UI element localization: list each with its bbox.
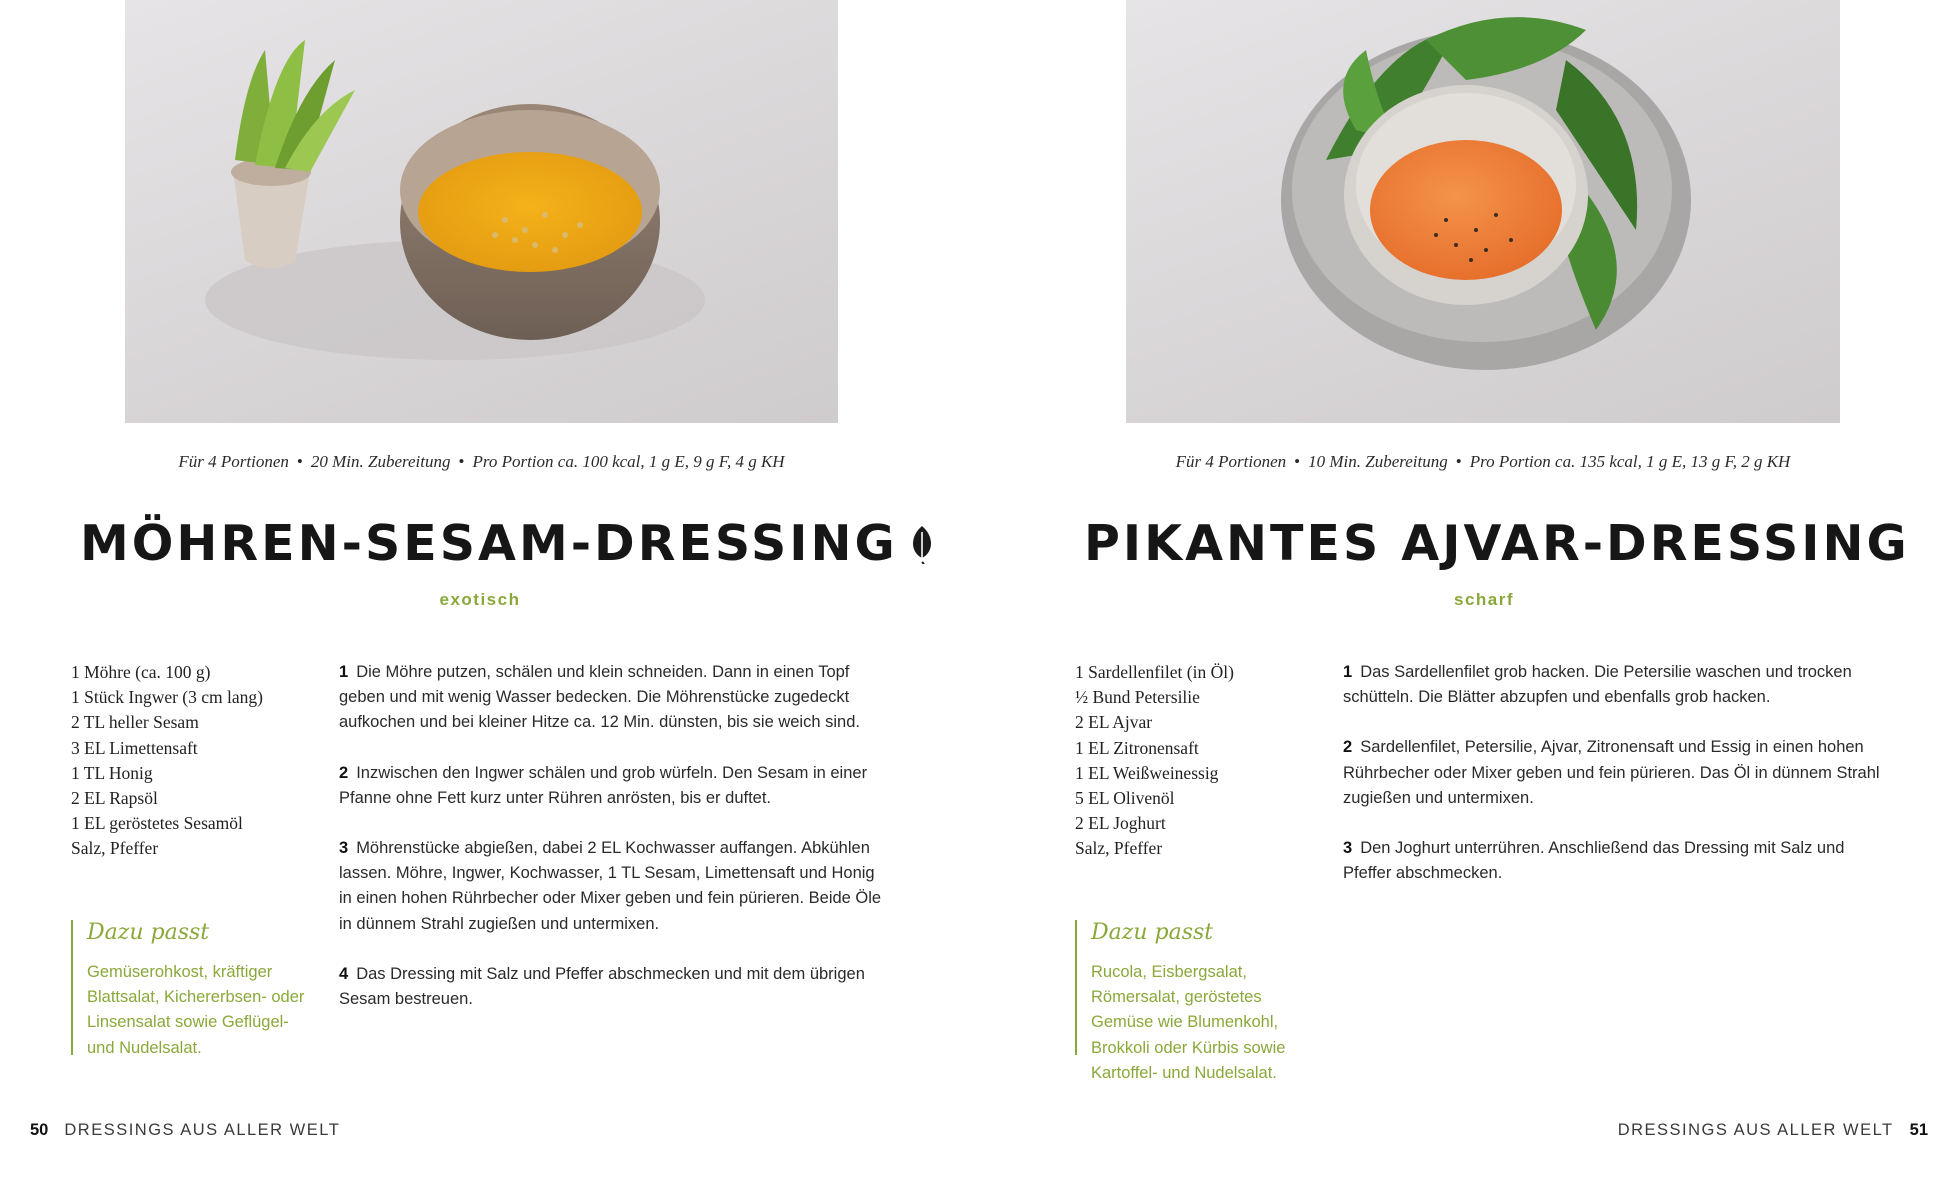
ingredient-item: 1 TL Honig [71, 762, 153, 783]
page-number: 50 [30, 1121, 49, 1139]
section-title: DRESSINGS AUS ALLER WELT [1617, 1121, 1894, 1139]
recipe-meta [125, 452, 838, 472]
step-item [1343, 735, 1891, 811]
recipe-subtitle: exotisch [439, 590, 521, 609]
pairing-text: Gemüserohkost, kräftiger Blattsalat, Kichererbsen- oder Linsensalat sowie Geflügel- und Nudelsalat. [87, 963, 305, 1057]
bullet-separator: • [458, 452, 465, 471]
step-text: Das Sardellenfilet grob hacken. Die Petersilie waschen und trocken schütteln. Die Blätter abzupfen und ebenfalls grob hacken. [1343, 663, 1852, 707]
time-text: 20 Min. Zubereitung [310, 452, 451, 471]
ingredient-item: 2 EL Joghurt [1075, 813, 1166, 834]
step-number: 2 [1343, 738, 1353, 757]
ingredient-item: Salz, Pfeffer [71, 838, 159, 859]
step-list [339, 660, 887, 1037]
ingredient-item: 1 Möhre (ca. 100 g) [71, 662, 211, 682]
step-item [1343, 660, 1891, 710]
page-footer [30, 1121, 340, 1140]
recipe-meta [1126, 452, 1840, 472]
recipe-title-text: MÖHREN-SESAM-DRESSING [80, 515, 898, 572]
step-number: 2 [339, 763, 349, 782]
recipe-subtitle: scharf [1453, 590, 1515, 609]
step-number: 1 [339, 663, 349, 681]
step-item [339, 660, 887, 736]
section-title: DRESSINGS AUS ALLER WELT [64, 1121, 341, 1139]
recipe-title: PIKANTES AJVAR-DRESSING [1084, 515, 1910, 572]
step-item [1343, 836, 1891, 886]
ingredient-item: 1 Stück Ingwer (3 cm lang) [71, 687, 263, 708]
recipe-photo-ajvar-dressing [1126, 0, 1840, 423]
step-item [339, 836, 887, 937]
step-number: 1 [1343, 663, 1353, 681]
step-text: Den Joghurt unterrühren. Anschließend das Dressing mit Salz und Pfeffer abschmecken. [1343, 839, 1845, 883]
recipe-title [80, 515, 898, 572]
ingredient-list [71, 660, 311, 862]
step-item [339, 962, 887, 1012]
step-item [339, 761, 887, 811]
ingredient-item: 3 EL Limettensaft [71, 737, 198, 758]
step-list [1343, 660, 1891, 911]
recipe-photo-carrot-dressing [125, 0, 838, 423]
pairing-text: Rucola, Eisbergsalat, Römersalat, geröstetes Gemüse wie Blumenkohl, Brokkoli oder Kürbis sowie Kartoffel- und Nudelsalat. [1091, 963, 1286, 1082]
time-text: 10 Min. Zubereitung [1308, 452, 1448, 471]
nutrition-text: Pro Portion ca. 100 kcal, 1 g E, 9 g F, 4 g KH [472, 452, 785, 471]
page-footer [1618, 1121, 1928, 1140]
step-number: 4 [339, 964, 349, 983]
ingredient-item: 2 EL Ajvar [1075, 712, 1153, 733]
step-text: Die Möhre putzen, schälen und klein schneiden. Dann in einen Topf geben und mit wenig Wasser bedecken. Die Möhrenstücke zugedeckt aufkochen und bei kleiner Hitze ca. 12 Min. dünsten, bis sie weich sind. [339, 663, 860, 732]
step-text: Sardellenfilet, Petersilie, Ajvar, Zitronensaft und Essig in einen hohen Rührbecher oder Mixer geben und fein pürieren. Das Öl in dünnem Strahl zugießen und untermixen. [1343, 738, 1880, 807]
ingredient-item: ½ Bund Petersilie [1075, 687, 1200, 708]
bullet-separator: • [1294, 452, 1301, 471]
ingredient-item: 1 EL Zitronensaft [1075, 737, 1199, 758]
pairing-box [1075, 920, 1311, 1082]
ingredient-item: 1 Sardellenfilet (in Öl) [1075, 662, 1234, 682]
step-text: Das Dressing mit Salz und Pfeffer abschmecken und mit dem übrigen Sesam bestreuen. [339, 964, 865, 1009]
leaf-icon [908, 524, 936, 564]
ingredient-item: 1 EL Weißweinessig [1075, 762, 1219, 783]
ingredient-item: 2 EL Rapsöl [71, 788, 158, 809]
step-number: 3 [1343, 839, 1353, 858]
nutrition-text: Pro Portion ca. 135 kcal, 1 g E, 13 g F, 2 g KH [1469, 452, 1791, 471]
ingredient-item: 1 EL geröstetes Sesamöl [71, 813, 243, 834]
ingredient-item: 5 EL Olivenöl [1075, 788, 1175, 809]
pairing-title: Dazu passt [1091, 920, 1214, 945]
right-page [974, 0, 1948, 1181]
step-number: 3 [339, 839, 349, 858]
ingredient-list [1075, 660, 1315, 862]
pairing-title: Dazu passt [87, 920, 210, 945]
ingredient-item: Salz, Pfeffer [1075, 838, 1163, 859]
ingredient-item: 2 TL heller Sesam [71, 712, 199, 733]
step-text: Inzwischen den Ingwer schälen und grob würfeln. Den Sesam in einer Pfanne ohne Fett kurz unter Rühren anrösten, bis er duftet. [339, 763, 868, 807]
step-text: Möhrenstücke abgießen, dabei 2 EL Kochwasser auffangen. Abkühlen lassen. Möhre, Ingwer, Kochwasser, 1 TL Sesam, Limettensaft und Honig in einen hohen Rührbecher oder Mixer geben und fein pürieren. Beide Öle in dünnem Strahl zugießen und untermixen. [339, 839, 882, 933]
bullet-separator: • [296, 452, 303, 471]
page-number: 51 [1909, 1121, 1928, 1139]
portions-text: Für 4 Portionen [1175, 452, 1287, 471]
bullet-separator: • [1455, 452, 1462, 471]
pairing-box [71, 920, 307, 1055]
portions-text: Für 4 Portionen [178, 452, 289, 471]
